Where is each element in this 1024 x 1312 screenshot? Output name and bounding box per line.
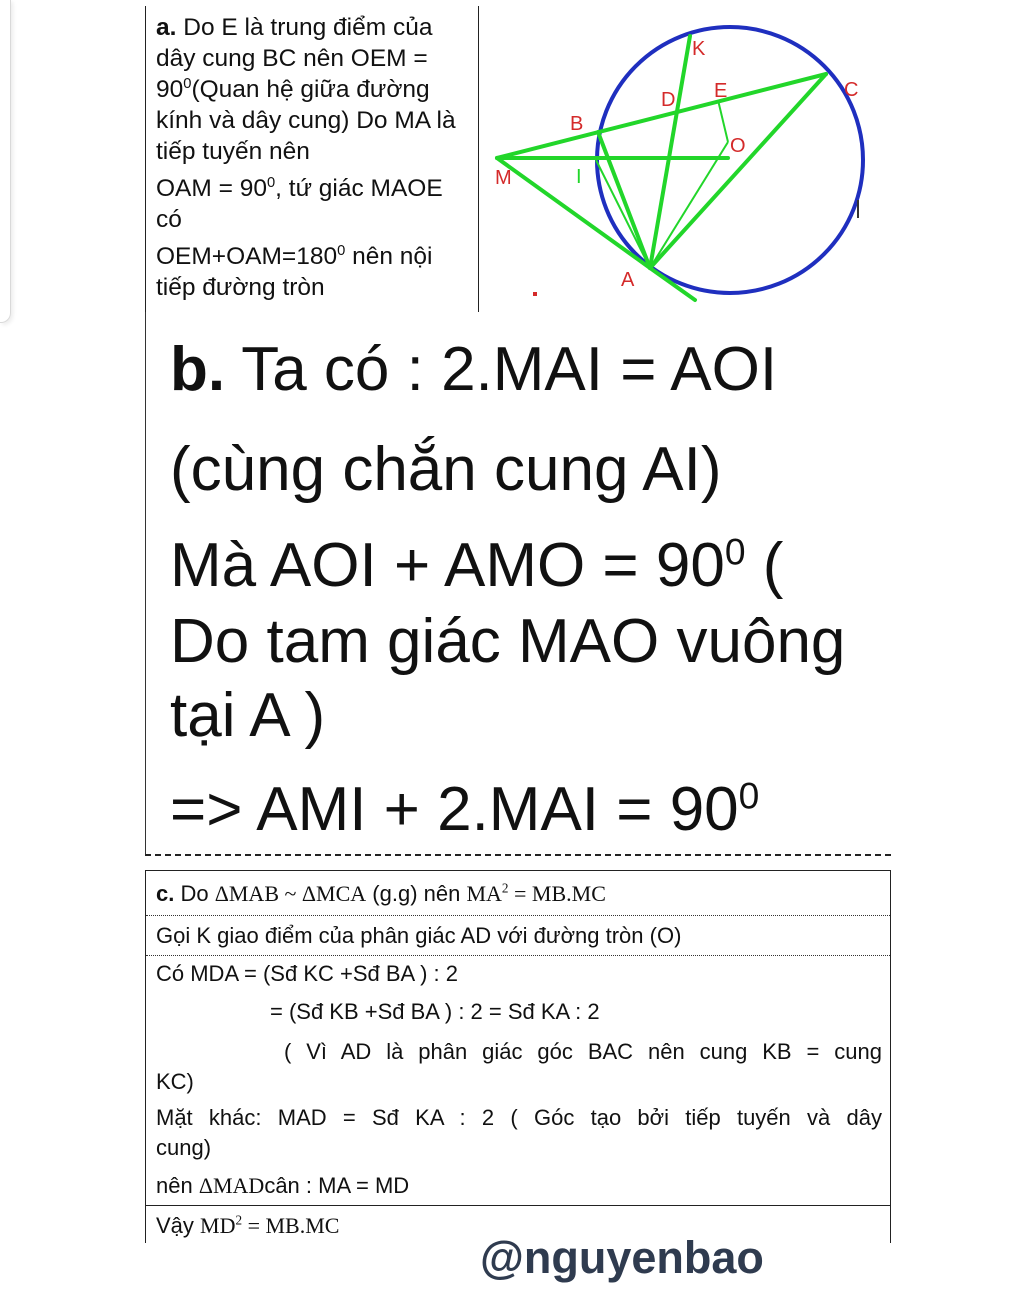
segment-ai <box>596 160 650 268</box>
part-a-line1b: (Quan hệ giữa đường kính và dây cung) Do MA là tiếp tuyến nên <box>156 76 456 165</box>
label-m: M <box>495 167 512 189</box>
part-a-label: a. <box>156 14 177 41</box>
label-b: B <box>570 113 584 135</box>
geometry-figure <box>478 6 878 312</box>
part-b-line-2: (cùng chắn cung AI) <box>170 435 722 504</box>
stray-dot <box>533 292 537 296</box>
part-c-r1-math2: MA <box>466 881 502 906</box>
label-a: A <box>621 269 635 291</box>
part-b-box <box>145 312 906 856</box>
part-b-line-1 <box>170 334 777 406</box>
row-separator-3 <box>146 1205 890 1206</box>
part-c-r1b: (g.g) nên <box>366 881 467 906</box>
window-edge <box>0 0 11 323</box>
part-c-row-5 <box>146 1037 890 1067</box>
part-b-l3b: ( <box>745 531 784 600</box>
part-c-r6b: cung) <box>156 1135 212 1160</box>
author-watermark: @nguyenbao <box>480 1232 764 1283</box>
row-separator-2 <box>146 955 890 956</box>
part-c-r8a: Vậy <box>156 1213 201 1238</box>
part-c-r8-sup: 2 <box>235 1212 243 1228</box>
part-c-row-3 <box>146 959 890 989</box>
part-a-sup2: 0 <box>266 174 276 191</box>
part-a-sup1: 0 <box>183 75 192 92</box>
part-b-line-4: Do tam giác MAO vuông <box>170 607 846 676</box>
part-c-row-6 <box>146 1103 890 1133</box>
part-a-text <box>156 12 472 309</box>
row-separator-1 <box>146 915 890 916</box>
part-a-line3: OEM+OAM=180 <box>156 243 338 270</box>
part-c-row-4 <box>270 997 870 1027</box>
segment-ac <box>650 74 826 268</box>
part-c-r4: = (Sđ KB +Sđ BA ) : 2 = Sđ KA : 2 <box>270 999 600 1024</box>
part-c-r6: Mặt khác: MAD = Sđ KA : 2 ( Góc tạo bởi tiếp tuyến và dây <box>156 1105 882 1130</box>
part-a-para-2 <box>156 173 472 235</box>
label-c: C <box>844 79 859 101</box>
part-a-para-3 <box>156 241 472 303</box>
part-c-r2: Gọi K giao điểm của phân giác AD với đường tròn (O) <box>156 923 682 948</box>
part-c-row-1 <box>146 879 890 909</box>
part-b-l6-sup: 0 <box>738 774 760 817</box>
part-b-label: b. <box>170 335 226 404</box>
part-b-line-5: tại A ) <box>170 681 326 750</box>
label-o: O <box>730 135 746 157</box>
part-c-r7-math: ΔMAD <box>198 1173 265 1198</box>
part-c-row-2 <box>146 921 890 951</box>
part-a-line1: Do E là trung điểm của dây cung BC nên OEM = 90 <box>156 14 433 103</box>
part-c-r1-sup: 2 <box>501 880 509 896</box>
part-b-l6: => AMI + 2.MAI = 90 <box>170 775 739 844</box>
part-c-r7a: nên <box>156 1173 199 1198</box>
segment-oe <box>718 100 728 142</box>
label-e: E <box>714 80 728 102</box>
label-k: K <box>692 38 706 60</box>
part-a-line2: OAM = 90 <box>156 175 267 202</box>
part-c-r7b: cân : MA = MD <box>264 1173 410 1198</box>
part-c-row-7 <box>146 1171 890 1201</box>
label-i: I <box>576 166 582 188</box>
part-c-r1a: Do <box>174 881 215 906</box>
part-a-line3b: nên nội tiếp đường tròn <box>156 243 433 301</box>
part-c-label: c. <box>156 881 175 906</box>
part-c-r5: ( Vì AD là phân giác góc BAC nên cung KB = cung <box>284 1039 882 1064</box>
part-c-r5b: KC) <box>156 1069 194 1094</box>
label-d: D <box>661 89 676 111</box>
part-b-line-6 <box>170 774 759 846</box>
part-c-r3: Có MDA = (Sđ KC +Sđ BA ) : 2 <box>156 961 459 986</box>
part-a-line2b: , tứ giác MAOE có <box>156 175 443 233</box>
part-b-l3: Mà AOI + AMO = 90 <box>170 531 725 600</box>
part-b-l1: Ta có : 2.MAI = AOI <box>225 335 778 404</box>
tangent-extension <box>650 268 695 300</box>
part-c-row-5b <box>146 1067 890 1097</box>
segment-mc <box>497 74 826 158</box>
part-c-box <box>145 870 891 1243</box>
part-a-sup3: 0 <box>337 242 346 259</box>
part-a-para-1 <box>156 12 472 167</box>
part-b-l3-sup: 0 <box>724 530 746 573</box>
part-c-r8-math2: = MB.MC <box>242 1213 340 1238</box>
dashed-divider <box>145 854 891 856</box>
part-c-r1-math: ΔMAB ~ ΔMCA <box>214 881 367 906</box>
part-b-line-3 <box>170 530 783 602</box>
part-c-r8-math: MD <box>200 1213 236 1238</box>
part-c-row-6b <box>146 1133 890 1163</box>
part-c-r1-math3: = MB.MC <box>508 881 606 906</box>
part-a-box <box>145 6 479 312</box>
